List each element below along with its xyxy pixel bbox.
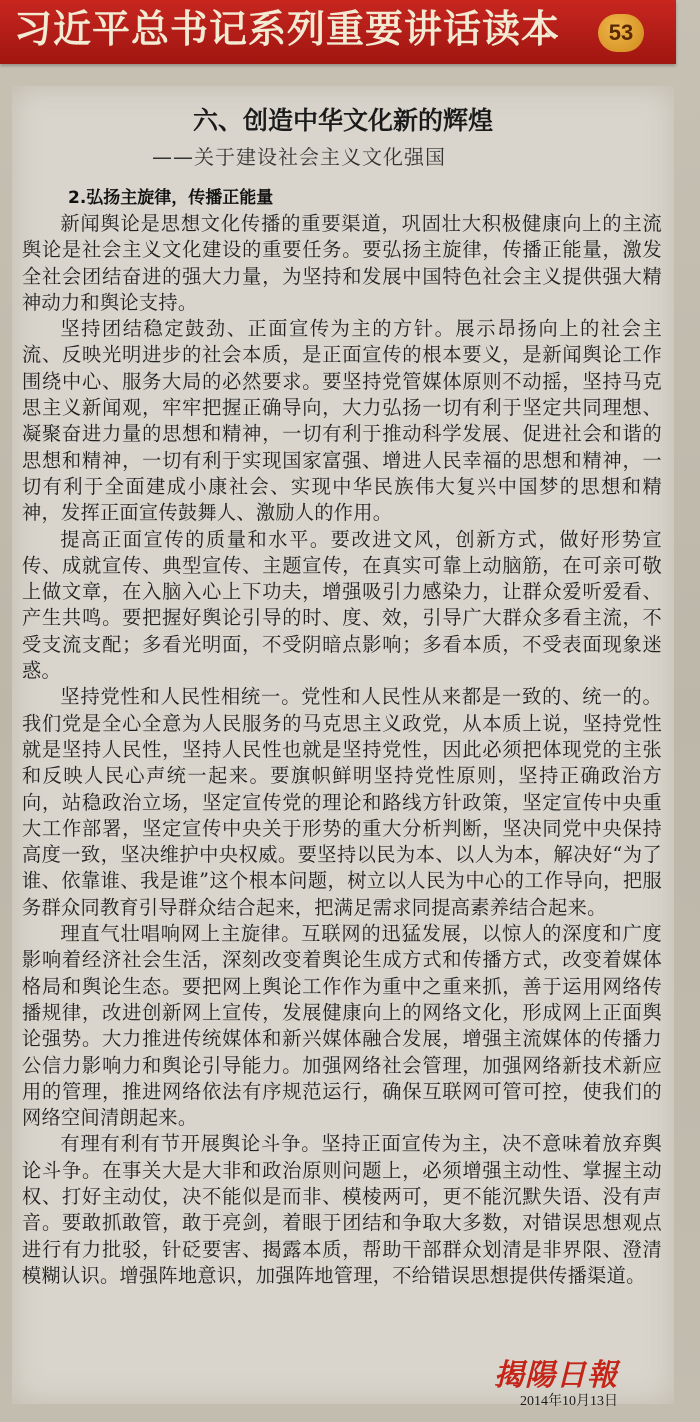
- paragraph: 坚持党性和人民性相统一。党性和人民性从来都是一致的、统一的。我们党是全心全意为人民服务的马克思主义政党，从本质上说，坚持党性就是坚持人民性，坚持人民性也就是坚持党性，因此必须把体现党的主张和反映人民心声统一起来。要旗帜鲜明坚持党性原则，坚持正确政治方向，站稳政治立场，坚定宣传党的理论和路线方针政策，坚定宣传中央重大工作部署，坚定宣传中央关于形势的重大分析判断，坚决同党中央保持高度一致，坚决维护中央权威。要坚持以民为本、以人为本，解决好“为了谁、依靠谁、我是谁”这个根本问题，树立以人民为中心的工作导向，把服务群众同教育引导群众结合起来，把满足需求同提高素养结合起来。: [22, 685, 662, 919]
- paragraph: 坚持团结稳定鼓劲、正面宣传为主的方针。展示昂扬向上的社会主流、反映光明进步的社会本质，是正面宣传的根本要义，是新闻舆论工作围绕中心、服务大局的必然要求。要坚持党管媒体原则不动摇，坚持马克思主义新闻观，牢牢把握正确导向，大力弘扬一切有利于坚定共同理想、凝聚奋进力量的思想和精神，一切有利于推动科学发展、促进社会和谐的思想和精神，一切有利于实现国家富强、增进人民幸福的思想和精神，一切有利于全面建成小康社会、实现中华民族伟大复兴中国梦的思想和精神，发挥正面宣传鼓舞人、激励人的作用。: [22, 317, 662, 525]
- newspaper-masthead-logo: 揭陽日報: [494, 1358, 618, 1393]
- publication-date: 2014年10月13日: [520, 1394, 618, 1409]
- banner-title: 习近平总书记系列重要讲话读本: [14, 7, 561, 51]
- article-heading: 六、创造中华文化新的辉煌: [192, 106, 493, 135]
- paragraph: 提高正面宣传的质量和水平。要改进文风，创新方式，做好形势宣传、成就宣传、典型宣传、主题宣传，在真实可靠上动脑筋，在可亲可敬上做文章，在入脑入心上下功夫，增强吸引力感染力，让群众爱听爱看、产生共鸣。要把握好舆论引导的时、度、效，引导广大群众多看主流，不受支流支配；多看光明面，不受阴暗点影响；多看本质，不受表面现象迷惑。: [22, 527, 662, 683]
- article-body-panel: [12, 86, 674, 1404]
- paragraph: 新闻舆论是思想文化传播的重要渠道，巩固壮大积极健康向上的主流舆论是社会主义文化建设的重要任务。要弘扬主旋律，传播正能量，激发全社会团结奋进的强大力量，为坚持和发展中国特色社会主义提供强大精神动力和舆论支持。: [22, 212, 662, 314]
- paragraph: 有理有利有节开展舆论斗争。坚持正面宣传为主，决不意味着放弃舆论斗争。在事关大是大非和政治原则问题上，必须增强主动性、掌握主动权、打好主动仗，决不能似是而非、模棱两可，更不能沉默失语、没有声音。要敢抓敢管，敢于亮剑，着眼于团结和争取大多数，对错误思想观点进行有力批驳，针砭要害、揭露本质，帮助干部群众划清是非界限、澄清模糊认识。增强阵地意识，加强阵地管理，不给错误思想提供传播渠道。: [22, 1132, 662, 1287]
- article-text: [22, 211, 662, 1289]
- series-banner: [0, 0, 676, 64]
- section-title: 2.弘扬主旋律，传播正能量: [68, 188, 274, 208]
- paragraph: 理直气壮唱响网上主旋律。互联网的迅猛发展，以惊人的深度和广度影响着经济社会生活，深刻改变着舆论生成方式和传播方式，改变着媒体格局和舆论生态。要把网上舆论工作作为重中之重来抓，善于运用网络传播规律，改进创新网上宣传，发展健康向上的网络文化，形成网上正面舆论强势。大力推进传统媒体和新兴媒体融合发展，增强主流媒体的传播力公信力影响力和舆论引导能力。加强网络社会管理，加强网络新技术新应用的管理，推进网络依法有序规范运行，确保互联网可管可控，使我们的网络空间清朗起来。: [22, 922, 662, 1130]
- article-subheading: ——关于建设社会主义文化强国: [152, 145, 446, 169]
- page-number-badge: 53: [598, 14, 644, 52]
